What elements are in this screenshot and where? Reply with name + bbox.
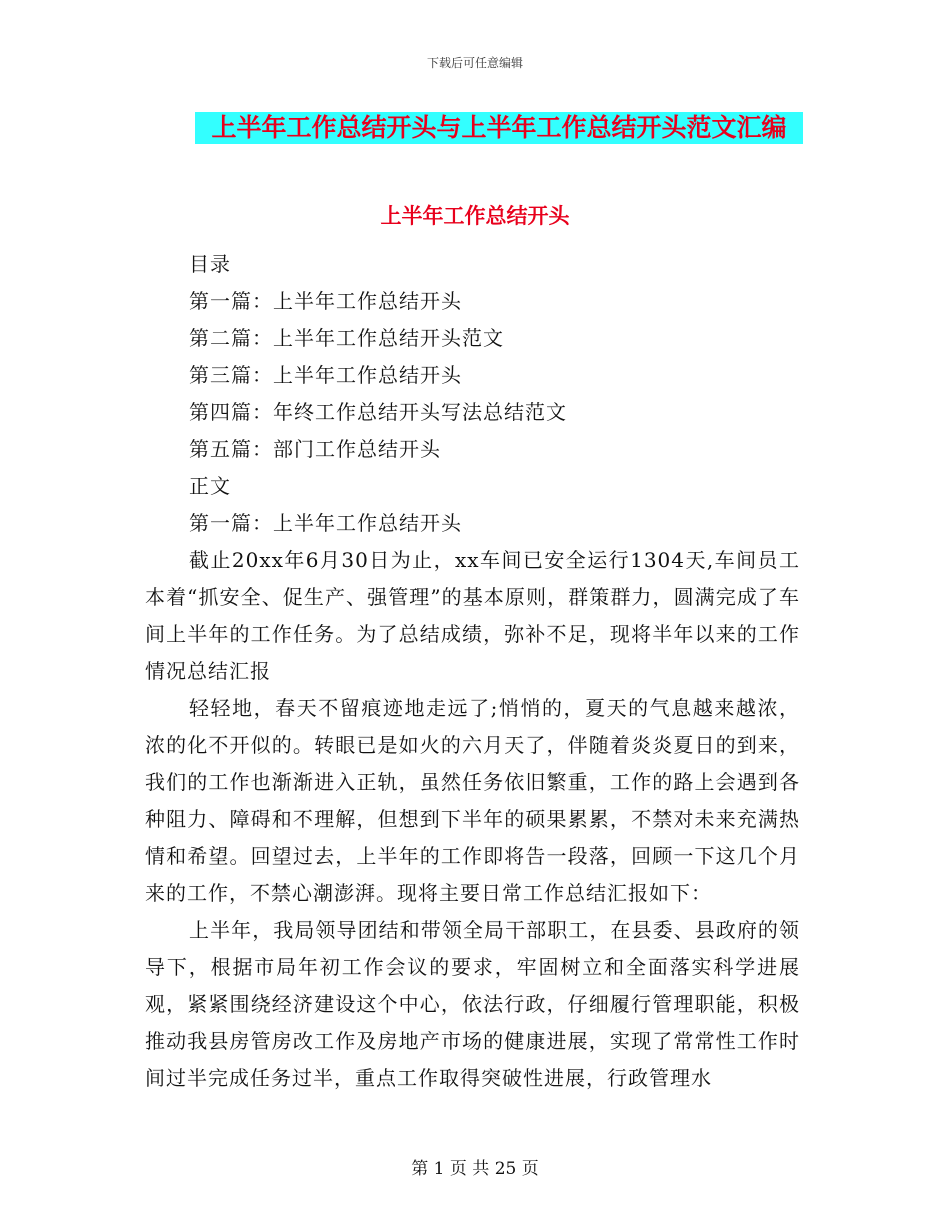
body-paragraph: 轻轻地，春天不留痕迹地走远了;悄悄的，夏天的气息越来越浓，浓的化不开似的。转眼已是如火的六月天了，伴随着炎炎夏日的到来，我们的工作也渐渐进入正轨，虽然任务依旧繁重，工作的路上会遇到各种阻力、障碍和不理解，但想到下半年的硕果累累，不禁对未来充满热情和希望。回望过去，上半年的工作即将告一段落，回顾一下这几个月来的工作，不禁心潮澎湃。现将主要日常工作总结汇报如下： (145, 696, 800, 905)
body-paragraph: 上半年，我局领导团结和带领全局干部职工，在县委、县政府的领导下，根据市局年初工作会议的要求，牢固树立和全面落实科学进展观，紧紧围绕经济建设这个中心，依法行政，仔细履行管理职能，积极推动我县房管房改工作及房地产市场的健康进展，实现了常常性工作时间过半完成任务过半，重点工作取得突破性进展，行政管理水 (145, 918, 800, 1090)
sub-title: 上半年工作总结开头 (380, 203, 570, 228)
toc-item: 第四篇：年终工作总结开头写法总结范文 (189, 400, 567, 424)
document-content (145, 246, 800, 1097)
toc-heading: 目录 (189, 252, 231, 276)
main-title: 上半年工作总结开头与上半年工作总结开头范文汇编 (211, 113, 787, 142)
section-title: 第一篇：上半年工作总结开头 (189, 511, 462, 535)
toc-item: 第一篇：上半年工作总结开头 (189, 289, 462, 313)
toc-item: 第五篇：部门工作总结开头 (189, 437, 441, 461)
body-paragraph: 截止20xx年6月30日为止，xx车间已安全运行1304天,车间员工本着“抓安全、促生产、强管理”的基本原则，群策群力，圆满完成了车间上半年的工作任务。为了总结成绩，弥补不足，现将半年以来的工作情况总结汇报 (145, 548, 800, 683)
body-heading: 正文 (189, 474, 231, 498)
header-note: 下载后可任意编辑 (426, 56, 523, 70)
toc-item: 第二篇：上半年工作总结开头范文 (189, 326, 504, 350)
main-title-highlight (195, 112, 803, 144)
page-footer: 第 1 页 共 25 页 (411, 1159, 539, 1179)
toc-item: 第三篇：上半年工作总结开头 (189, 363, 462, 387)
